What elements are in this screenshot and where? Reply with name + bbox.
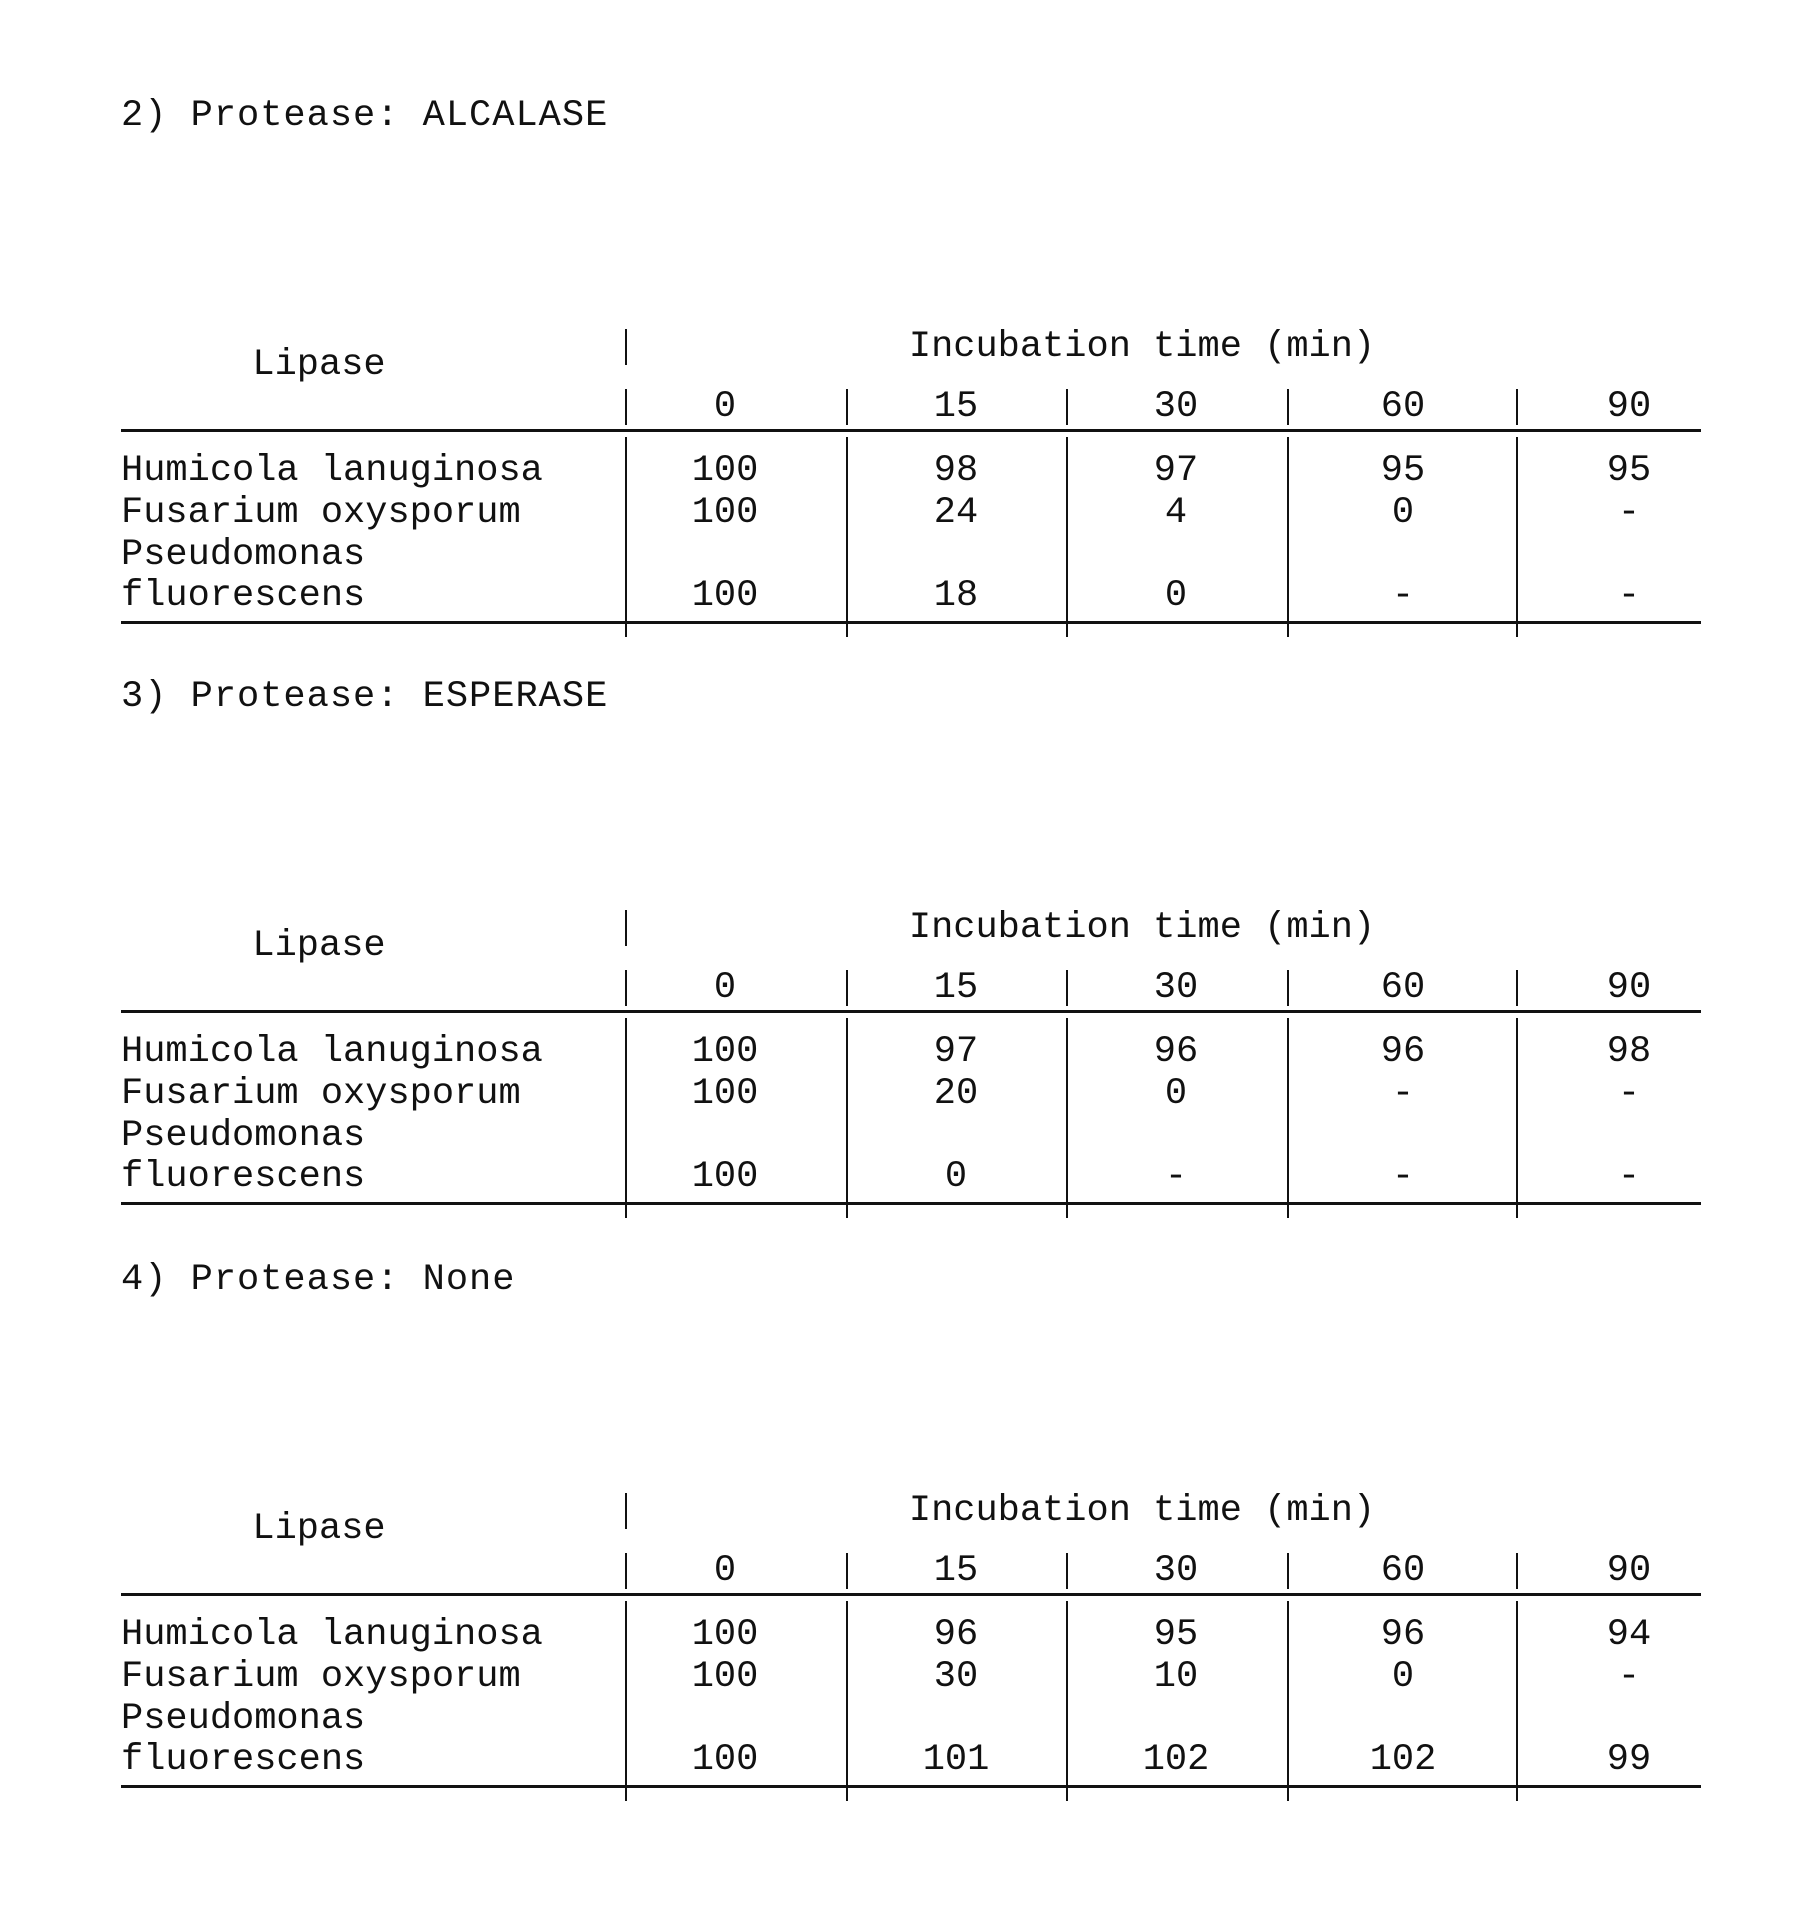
lipase-name: Fusarium oxysporum [121, 492, 521, 534]
column-header-minutes: 90 [1606, 967, 1652, 1009]
section-title: 4) Protease: None [121, 1259, 516, 1301]
column-header-minutes: 0 [713, 1550, 737, 1592]
residual-activity-cell: 100 [691, 1031, 759, 1073]
column-header-minutes: 0 [713, 967, 737, 1009]
residual-activity-cell: 10 [1153, 1656, 1199, 1698]
inactivation-table [121, 1365, 1701, 1925]
residual-activity-cell: 100 [691, 450, 759, 492]
section-title: 2) Protease: ALCALASE [121, 95, 609, 137]
residual-activity-cell: 0 [1391, 492, 1415, 534]
column-divider [1066, 437, 1068, 637]
column-divider [1287, 437, 1289, 637]
column-divider [1516, 970, 1518, 1006]
residual-activity-cell: - [1617, 1656, 1641, 1698]
residual-activity-cell: 95 [1606, 450, 1652, 492]
lipase-name: Humicola lanuginosa [121, 1031, 543, 1073]
residual-activity-cell: 98 [1606, 1031, 1652, 1073]
residual-activity-cell: 97 [1153, 450, 1199, 492]
residual-activity-cell: - [1391, 575, 1415, 617]
residual-activity-cell: - [1617, 492, 1641, 534]
column-header-minutes: 90 [1606, 386, 1652, 428]
column-header-minutes: 30 [1153, 386, 1199, 428]
group-header-incubation-time: Incubation time (min) [908, 1490, 1376, 1532]
bottom-rule [121, 621, 1701, 624]
lipase-name: Humicola lanuginosa [121, 450, 543, 492]
residual-activity-cell: 4 [1164, 492, 1188, 534]
residual-activity-cell: 0 [1164, 1073, 1188, 1115]
residual-activity-cell: - [1617, 1073, 1641, 1115]
column-divider [1287, 1553, 1289, 1589]
column-divider [1066, 970, 1068, 1006]
lipase-name: Pseudomonas [121, 1698, 366, 1740]
residual-activity-cell: 100 [691, 492, 759, 534]
group-header-incubation-time: Incubation time (min) [908, 326, 1376, 368]
column-divider [846, 970, 848, 1006]
column-divider [625, 910, 627, 946]
residual-activity-cell: - [1617, 1156, 1641, 1198]
lipase-name: Humicola lanuginosa [121, 1614, 543, 1656]
column-divider [625, 1493, 627, 1529]
column-divider [1066, 1601, 1068, 1801]
column-divider [1287, 1601, 1289, 1801]
lipase-name: Fusarium oxysporum [121, 1073, 521, 1115]
column-divider [1066, 1018, 1068, 1218]
residual-activity-cell: - [1391, 1073, 1415, 1115]
lipase-name: Pseudomonas [121, 534, 366, 576]
residual-activity-cell: 0 [1391, 1656, 1415, 1698]
column-divider [1516, 389, 1518, 425]
residual-activity-cell: 97 [933, 1031, 979, 1073]
column-divider [1516, 1553, 1518, 1589]
residual-activity-cell: - [1617, 575, 1641, 617]
header-rule [121, 1010, 1701, 1013]
column-divider [625, 970, 627, 1006]
residual-activity-cell: 100 [691, 1739, 759, 1781]
lipase-name: Pseudomonas [121, 1115, 366, 1157]
column-header-minutes: 15 [933, 386, 979, 428]
column-header-minutes: 15 [933, 1550, 979, 1592]
residual-activity-cell: 96 [1380, 1031, 1426, 1073]
lipase-name-continued: fluorescens [121, 1739, 366, 1781]
residual-activity-cell: 100 [691, 575, 759, 617]
column-header-minutes: 30 [1153, 1550, 1199, 1592]
column-header-minutes: 0 [713, 386, 737, 428]
column-divider [1066, 1553, 1068, 1589]
column-divider [625, 1553, 627, 1589]
protease-section [0, 676, 1812, 1236]
protease-section [0, 1259, 1812, 1819]
residual-activity-cell: 100 [691, 1073, 759, 1115]
column-divider [625, 389, 627, 425]
row-header-lipase: Lipase [252, 925, 386, 967]
residual-activity-cell: 18 [933, 575, 979, 617]
section-title: 3) Protease: ESPERASE [121, 676, 609, 718]
bottom-rule [121, 1785, 1701, 1788]
residual-activity-cell: 0 [944, 1156, 968, 1198]
column-header-minutes: 30 [1153, 967, 1199, 1009]
column-header-minutes: 60 [1380, 386, 1426, 428]
column-divider [846, 1018, 848, 1218]
column-header-minutes: 60 [1380, 1550, 1426, 1592]
residual-activity-cell: 95 [1153, 1614, 1199, 1656]
bottom-rule [121, 1202, 1701, 1205]
residual-activity-cell: 20 [933, 1073, 979, 1115]
residual-activity-cell: 100 [691, 1156, 759, 1198]
header-rule [121, 1593, 1701, 1596]
column-divider [846, 1553, 848, 1589]
column-divider [1516, 1601, 1518, 1801]
residual-activity-cell: 102 [1142, 1739, 1210, 1781]
column-divider [625, 329, 627, 365]
residual-activity-cell: - [1391, 1156, 1415, 1198]
column-header-minutes: 60 [1380, 967, 1426, 1009]
residual-activity-cell: 95 [1380, 450, 1426, 492]
residual-activity-cell: 96 [933, 1614, 979, 1656]
column-divider [1287, 1018, 1289, 1218]
residual-activity-cell: 30 [933, 1656, 979, 1698]
column-divider [1066, 389, 1068, 425]
row-header-lipase: Lipase [252, 344, 386, 386]
residual-activity-cell: 101 [922, 1739, 990, 1781]
residual-activity-cell: 96 [1153, 1031, 1199, 1073]
residual-activity-cell: 94 [1606, 1614, 1652, 1656]
lipase-name-continued: fluorescens [121, 1156, 366, 1198]
residual-activity-cell: 99 [1606, 1739, 1652, 1781]
inactivation-table [121, 782, 1701, 1342]
column-divider [625, 437, 627, 637]
column-divider [1287, 389, 1289, 425]
protease-section [0, 95, 1812, 655]
header-rule [121, 429, 1701, 432]
column-header-minutes: 90 [1606, 1550, 1652, 1592]
column-divider [846, 437, 848, 637]
column-divider [1287, 970, 1289, 1006]
column-divider [625, 1601, 627, 1801]
lipase-name-continued: fluorescens [121, 575, 366, 617]
residual-activity-cell: 98 [933, 450, 979, 492]
residual-activity-cell: 96 [1380, 1614, 1426, 1656]
residual-activity-cell: 100 [691, 1614, 759, 1656]
row-header-lipase: Lipase [252, 1508, 386, 1550]
residual-activity-cell: - [1164, 1156, 1188, 1198]
residual-activity-cell: 0 [1164, 575, 1188, 617]
lipase-name: Fusarium oxysporum [121, 1656, 521, 1698]
column-divider [846, 1601, 848, 1801]
column-divider [1516, 437, 1518, 637]
column-divider [846, 389, 848, 425]
residual-activity-cell: 102 [1369, 1739, 1437, 1781]
residual-activity-cell: 100 [691, 1656, 759, 1698]
column-divider [1516, 1018, 1518, 1218]
column-header-minutes: 15 [933, 967, 979, 1009]
column-divider [625, 1018, 627, 1218]
group-header-incubation-time: Incubation time (min) [908, 907, 1376, 949]
residual-activity-cell: 24 [933, 492, 979, 534]
